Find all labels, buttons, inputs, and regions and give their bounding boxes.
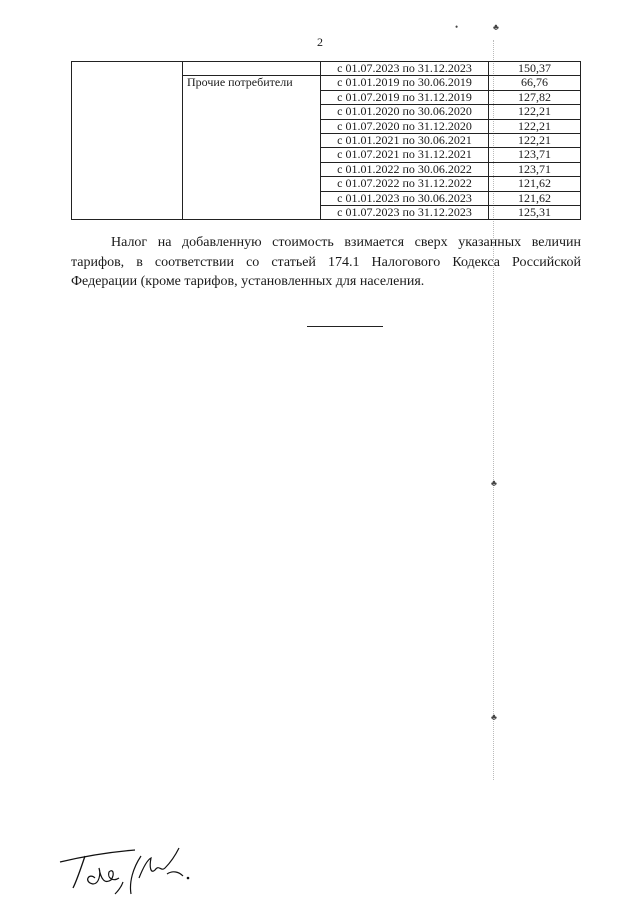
scan-speck: ♣: [493, 22, 499, 32]
period-cell: с 01.07.2022 по 31.12.2022: [321, 177, 489, 191]
vat-note: Налог на добавленную стоимость взимается сверх указанных величин тарифов, в соответствии со статьей 174.1 Налогового Кодекса Российской Федерации (кроме тарифов, установленных для населения.: [71, 235, 581, 289]
table-cell-empty: [72, 62, 183, 220]
value-cell: 122,21: [489, 119, 581, 133]
value-cell: 122,21: [489, 105, 581, 119]
period-cell: с 01.01.2022 по 30.06.2022: [321, 162, 489, 176]
value-cell: 125,31: [489, 205, 581, 219]
value-cell: 123,71: [489, 148, 581, 162]
tariff-table: [71, 61, 581, 220]
page-number: 2: [317, 35, 323, 49]
period-cell: с 01.01.2021 по 30.06.2021: [321, 133, 489, 147]
scan-speck: ♣: [491, 478, 497, 488]
period-cell: с 01.07.2020 по 31.12.2020: [321, 119, 489, 133]
value-cell: 121,62: [489, 177, 581, 191]
period-cell: с 01.07.2023 по 31.12.2023: [321, 62, 489, 76]
consumer-group-cell: Прочие потребители: [183, 76, 321, 220]
signature: [55, 838, 195, 903]
end-divider: [307, 326, 383, 327]
value-cell: 127,82: [489, 90, 581, 104]
period-cell: с 01.01.2023 по 30.06.2023: [321, 191, 489, 205]
value-cell: 121,62: [489, 191, 581, 205]
period-cell: с 01.07.2021 по 31.12.2021: [321, 148, 489, 162]
value-cell: 122,21: [489, 133, 581, 147]
period-cell: с 01.07.2019 по 31.12.2019: [321, 90, 489, 104]
period-cell: с 01.01.2019 по 30.06.2019: [321, 76, 489, 90]
scan-speck: ♣: [491, 712, 497, 722]
value-cell: 66,76: [489, 76, 581, 90]
table-row: [72, 62, 581, 76]
value-cell: 150,37: [489, 62, 581, 76]
table-cell-empty: [183, 62, 321, 76]
signature-scribble: [55, 838, 195, 898]
period-cell: с 01.07.2023 по 31.12.2023: [321, 205, 489, 219]
value-cell: 123,71: [489, 162, 581, 176]
period-cell: с 01.01.2020 по 30.06.2020: [321, 105, 489, 119]
scan-speck: •: [455, 22, 459, 32]
